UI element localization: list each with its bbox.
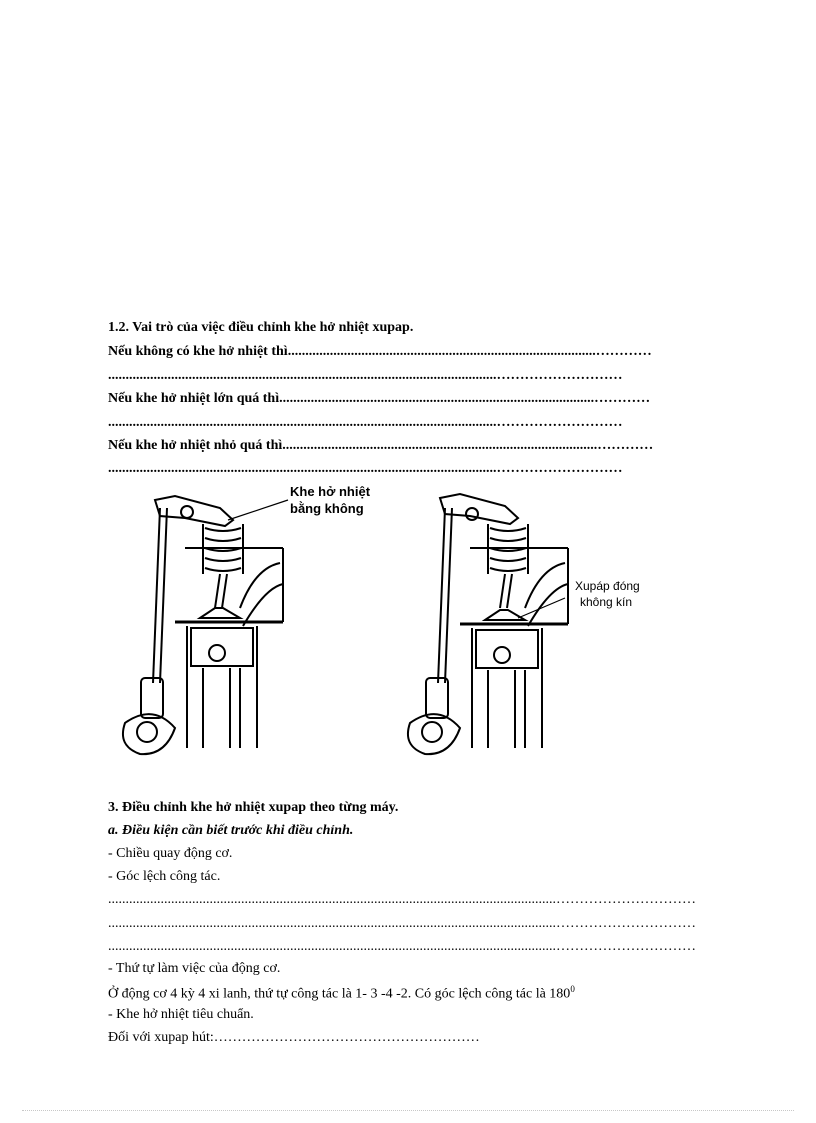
section-3-subheading: a. Điều kiện cần biết trước khi điều chỉnh. [108, 823, 354, 838]
question-label: Nếu không có khe hở nhiệt thì [108, 344, 288, 359]
right-engine-diagram [408, 494, 568, 754]
condition-item: - Chiều quay động cơ. [108, 846, 233, 861]
answer-blank-line: ................................................................................................................................………………………… [108, 939, 696, 954]
figure-label-left: bằng không [290, 501, 364, 516]
section-1-2-heading: 1.2. Vai trò của việc điều chỉnh khe hở nhiệt xupap. [108, 320, 414, 335]
valve-clearance-figure [105, 478, 685, 768]
figure-label-right: Xupáp đóng [575, 579, 640, 593]
answer-line-continuation: ...............................................................................................................……………………… [108, 368, 623, 383]
figure-label-right: không kín [580, 595, 633, 609]
question-label: Nếu khe hở nhiệt nhỏ quá thì [108, 438, 283, 453]
degree-superscript: 0 [570, 984, 575, 994]
section-3-heading: 3. Điều chỉnh khe hở nhiệt xupap theo từng máy. [108, 800, 399, 815]
condition-item: - Góc lệch công tác. [108, 869, 221, 884]
answer-line-no-gap [108, 344, 713, 360]
figure-label-left: Khe hở nhiệt [290, 484, 371, 499]
answer-dots: ........................................................................................………… [287, 344, 652, 359]
answer-blank-line: ................................................................................................................................………………………… [108, 892, 696, 907]
answer-dots: ..........................................................................................………… [279, 391, 651, 406]
intake-valve-line: Đối với xupap hút:………………………………………………… [108, 1030, 480, 1045]
page-bottom-divider [22, 1110, 794, 1111]
answer-line-continuation: ...............................................................................................................……………………… [108, 461, 623, 476]
firing-order-text [108, 984, 713, 1003]
condition-item: - Thứ tự làm việc của động cơ. [108, 961, 281, 976]
answer-line-continuation: ...............................................................................................................……………………… [108, 415, 623, 430]
answer-blank-line: ................................................................................................................................………………………… [108, 916, 696, 931]
answer-line-large-gap [108, 391, 713, 407]
question-label: Nếu khe hở nhiệt lớn quá thì [108, 391, 280, 406]
firing-order-sentence: Ở động cơ 4 kỳ 4 xi lanh, thứ tự công tác là 1- 3 -4 -2. Có góc lệch công tác là 180 [108, 986, 571, 1002]
answer-line-small-gap [108, 438, 713, 454]
left-engine-diagram [123, 496, 288, 754]
condition-item: - Khe hở nhiệt tiêu chuẩn. [108, 1007, 254, 1022]
answer-dots: ..........................................................................................………… [282, 438, 654, 453]
